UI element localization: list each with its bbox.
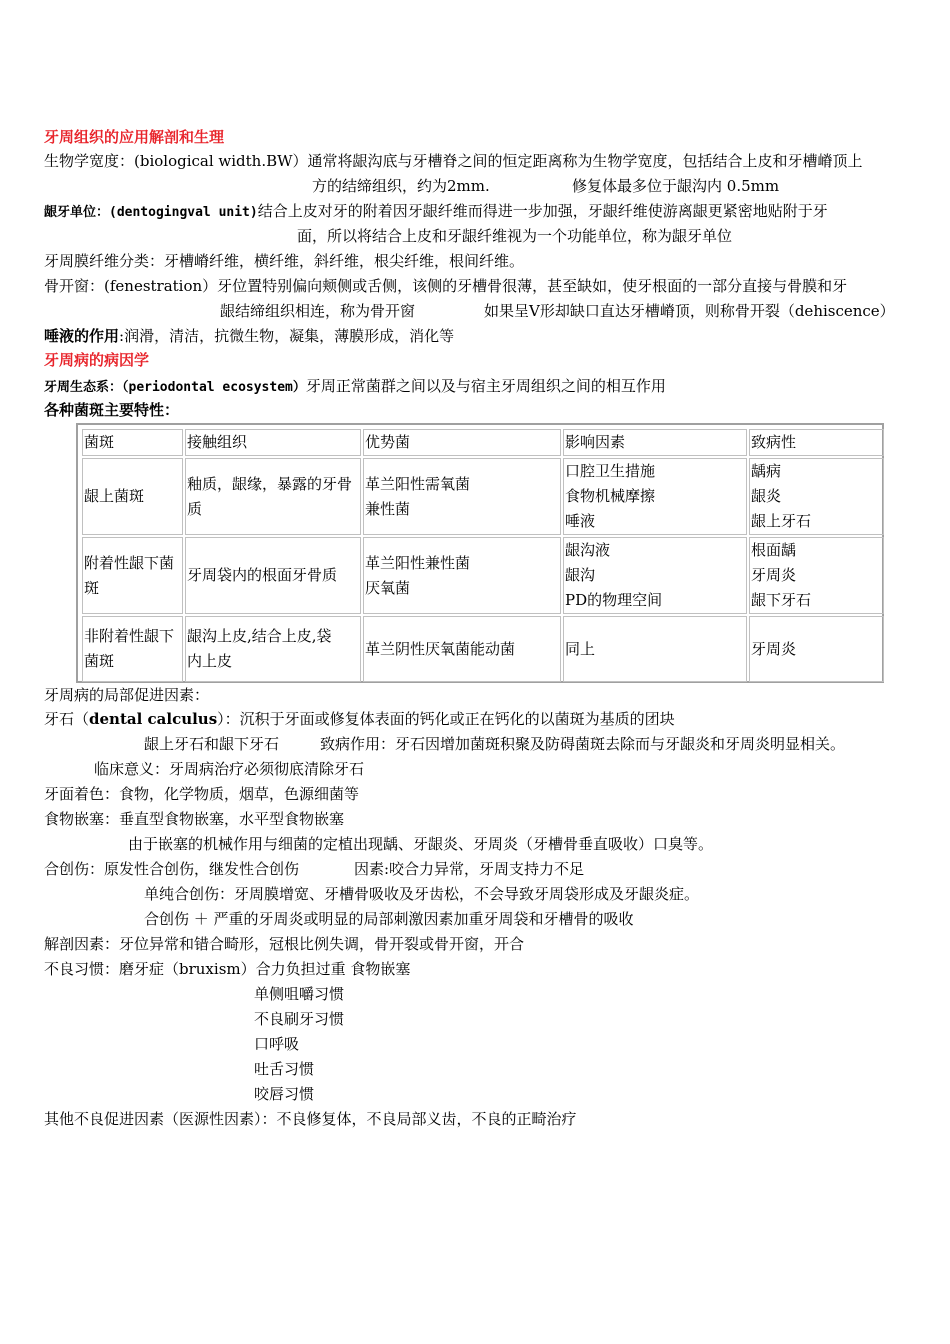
section-title-etiology: 牙周病的病因学 (44, 351, 150, 369)
pdl-fibers-line: 牙周膜纤维分类：牙槽嵴纤维，横纤维，斜纤维，根尖纤维，根间纤维。 (44, 252, 525, 270)
table-cell-plaque: 非附着性龈下 菌斑 (82, 616, 183, 682)
table-cell-plaque: 附着性龈下菌 斑 (82, 537, 183, 614)
staining-line: 牙面着色：食物，化学物质，烟草，色源细菌等 (44, 785, 360, 803)
calculus-text: ）：沉积于牙面或修复体表面的钙化或正在钙化的以菌斑为基质的团块 (217, 710, 675, 728)
fenestration-line-1: 骨开窗：(fenestration）牙位置特别偏向颊侧或舌侧，该侧的牙槽骨很薄，甚至缺如，使牙根面的一部分直接与骨膜和牙 (44, 277, 848, 295)
plaque-table (80, 427, 886, 684)
habit-item: 单侧咀嚼习惯 (254, 985, 345, 1003)
bio-width-line-2b: 修复体最多位于龈沟内 0.5mm (572, 177, 780, 195)
table-cell-pathogenicity: 龋病 龈炎 龈上牙石 (749, 458, 884, 535)
calculus-role: 致病作用：牙石因增加菌斑积聚及防碍菌斑去除而与牙龈炎和牙周炎明显相关。 (320, 735, 846, 753)
impaction-line: 食物嵌塞：垂直型食物嵌塞，水平型食物嵌塞 (44, 810, 345, 828)
fenestration-line-2a: 龈结缔组织相连，称为骨开窗 (220, 302, 416, 320)
gingival-unit-text: 结合上皮对牙的附着因牙龈纤维而得进一步加强，牙龈纤维使游离龈更紧密地贴附于牙 (257, 202, 828, 220)
habit-item: 吐舌习惯 (254, 1060, 315, 1078)
table-header-row (82, 429, 884, 456)
plaque-title: 各种菌斑主要特性： (44, 401, 180, 419)
table-cell-bacteria: 革兰阳性兼性菌 厌氧菌 (363, 537, 561, 614)
gingival-unit-label: 龈牙单位：(dentogingval unit) (44, 205, 258, 220)
calculus-en: dental calculus (89, 710, 218, 728)
table-header-cell: 菌斑 (82, 429, 183, 456)
table-row (82, 458, 884, 535)
gingival-unit-line-1 (44, 201, 828, 223)
table-cell-factors: 口腔卫生措施 食物机械摩擦 唾液 (563, 458, 747, 535)
bio-width-line-2a: 方的结缔组织，约为2mm. (312, 177, 490, 195)
table-row (82, 537, 884, 614)
local-factors-title: 牙周病的局部促进因素： (44, 686, 210, 704)
ecosystem-label: 牙周生态系：（periodontal ecosystem） (44, 380, 306, 395)
calculus-label: 牙石（ (44, 710, 90, 728)
plaque-table-frame (76, 423, 884, 683)
saliva-line (44, 326, 454, 346)
table-header-cell: 致病性 (749, 429, 884, 456)
table-cell-factors: 同上 (563, 616, 747, 682)
trauma-simple: 单纯合创伤：牙周膜增宽、牙槽骨吸收及牙齿松，不会导致牙周袋形成及牙龈炎症。 (144, 885, 700, 903)
table-cell-bacteria: 革兰阴性厌氧菌能动菌 (363, 616, 561, 682)
calculus-clinical: 临床意义：牙周病治疗必须彻底清除牙石 (94, 760, 365, 778)
table-cell-tissue: 釉质，龈缘，暴露的牙骨 质 (185, 458, 361, 535)
habits-line: 不良习惯：磨牙症（bruxism）合力负担过重 食物嵌塞 (44, 960, 411, 978)
table-cell-pathogenicity: 牙周炎 (749, 616, 884, 682)
trauma-combined: 合创伤 ＋ 严重的牙周炎或明显的局部刺激因素加重牙周袋和牙槽骨的吸收 (144, 910, 634, 928)
anatomic-line: 解剖因素：牙位异常和错合畸形，冠根比例失调，骨开裂或骨开窗，开合 (44, 935, 525, 953)
table-cell-tissue: 牙周袋内的根面牙骨质 (185, 537, 361, 614)
table-cell-plaque: 龈上菌斑 (82, 458, 183, 535)
bio-width-line-1: 生物学宽度：(biological width.BW）通常将龈沟底与牙槽脊之间的恒定距离称为生物学宽度，包括结合上皮和牙槽嵴顶上 (44, 152, 863, 170)
iatrogenic-line: 其他不良促进因素（医源性因素）：不良修复体，不良局部义齿，不良的正畸治疗 (44, 1110, 577, 1128)
trauma-line-b: 因素:咬合力异常，牙周支持力不足 (354, 860, 585, 878)
gingival-unit-line-2: 面，所以将结合上皮和牙龈纤维视为一个功能单位，称为龈牙单位 (297, 227, 733, 245)
table-header-cell: 影响因素 (563, 429, 747, 456)
table-row (82, 616, 884, 682)
section-title-anatomy: 牙周组织的应用解剖和生理 (44, 128, 225, 146)
fenestration-line-2b: 如果呈Ⅴ形却缺口直达牙槽嵴顶，则称骨开裂（dehiscence） (484, 302, 895, 320)
ecosystem-text: 牙周正常菌群之间以及与宿主牙周组织之间的相互作用 (305, 377, 666, 395)
table-cell-tissue: 龈沟上皮,结合上皮,袋 内上皮 (185, 616, 361, 682)
saliva-text: :润滑，清洁，抗微生物，凝集，薄膜形成，消化等 (119, 327, 455, 345)
ecosystem-line (44, 376, 666, 398)
calculus-line (44, 709, 675, 729)
habit-item: 咬唇习惯 (254, 1085, 315, 1103)
habit-item: 不良刷牙习惯 (254, 1010, 345, 1028)
saliva-label: 唾液的作用 (44, 327, 120, 345)
table-cell-bacteria: 革兰阳性需氧菌 兼性菌 (363, 458, 561, 535)
trauma-line-a: 合创伤：原发性合创伤，继发性合创伤 (44, 860, 300, 878)
table-header-cell: 优势菌 (363, 429, 561, 456)
impaction-detail: 由于嵌塞的机械作用与细菌的定植出现龋、牙龈炎、牙周炎（牙槽骨垂直吸收）口臭等。 (128, 835, 714, 853)
table-header-cell: 接触组织 (185, 429, 361, 456)
habit-item: 口呼吸 (254, 1035, 300, 1053)
table-cell-factors: 龈沟液 龈沟 PD的物理空间 (563, 537, 747, 614)
calculus-types: 龈上牙石和龈下牙石 (144, 735, 280, 753)
table-cell-pathogenicity: 根面龋 牙周炎 龈下牙石 (749, 537, 884, 614)
